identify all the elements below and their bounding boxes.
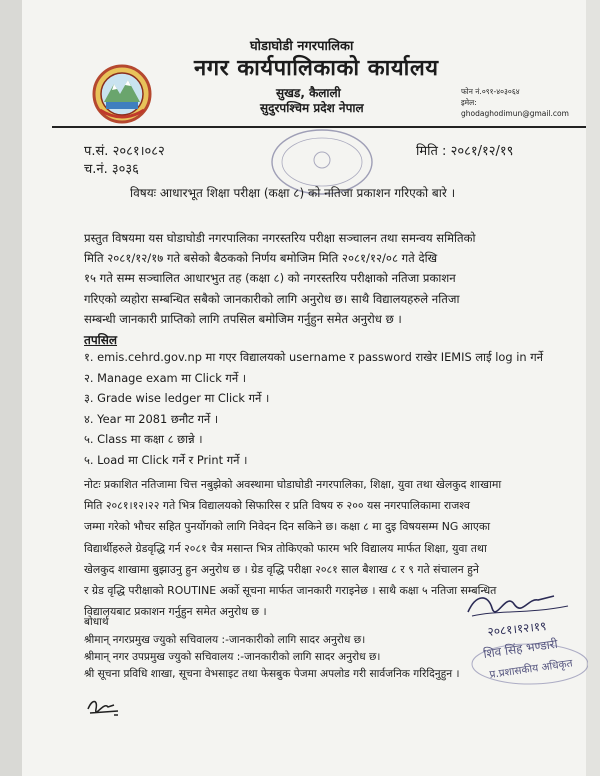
step-item: ३. Grade wise ledger मा Click गर्ने । xyxy=(84,391,270,405)
note-line: नोटः प्रकाशित नतिजामा चित्त नबुझेको अवस्थामा घोडाघोडी नगरपालिका, शिक्षा, युवा तथा खेलकुद शाखामा xyxy=(84,478,502,491)
details-heading: तपसिल xyxy=(84,333,118,347)
reference-number: प.सं. २०८१।०८२ xyxy=(84,144,165,159)
letterhead xyxy=(24,26,586,130)
cc-line: श्रीमान् नगरप्रमुख ज्युको सचिवालय :-जानकारीको लागि सादर अनुरोध छ। xyxy=(84,634,366,646)
note-line: जम्मा गरेको भौचर सहित पुनर्योगको लागि निवेदन दिन सकिने छ। कक्षा ८ मा दुइ विषयसम्म NG आएका xyxy=(84,520,491,534)
paragraph-line: १५ गते सम्म सञ्चालित आधारभुत तह (कक्षा ८) को नगरस्तरिय परीक्षाको नतिजा प्रकाशन xyxy=(84,271,456,286)
step-item: १. emis.cehrd.gov.np मा गएर विद्यालयको username र password राखेर IEMIS लाई log in गर्ने xyxy=(84,350,543,364)
paragraph-line: गरिएको व्यहोरा सम्बन्धित सबैको जानकारीको लागि अनुरोध छ। साथै विद्यालयहरुले नतिजा xyxy=(84,291,460,306)
paragraph-line: सम्बन्धी जानकारी प्राप्तिको लागि तपसिल बमोजिम गर्नुहुन समेत अनुरोध छ । xyxy=(84,311,402,326)
contact-info xyxy=(461,86,586,119)
dispatch-number: च.नं. ३०३६ xyxy=(84,162,139,177)
step-item: ५. Load मा Click गर्ने र Print गर्ने । xyxy=(84,452,248,467)
note-line: विद्यार्थीहरुले ग्रेडवृद्धि गर्न २०८१ चैत्र मसान्त भित्र तोकिएको फारम भरि विद्यालय मार्फत शिक्षा, युवा तथा xyxy=(84,541,487,555)
office-name: नगर कार्यपालिकाको कार्यालय xyxy=(194,56,439,81)
note-line: मिति २०८१।१२।२२ गते भित्र विद्यालयको सिफारिस र प्रति विषय रु २०० यस नगरपालिकामा राजश्व xyxy=(84,499,470,513)
scan-edge-left xyxy=(0,0,22,776)
cc-line: श्रीमान् नगर उपप्रमुख ज्युको सचिवालय :-जानकारीको लागि सादर अनुरोध छ। xyxy=(84,651,381,663)
step-item: ४. Year मा 2081 छनौट गर्ने । xyxy=(84,411,219,426)
note-line: र ग्रेड वृद्धि परीक्षाको ROUTINE अर्को सूचना मार्फत जानकारी गराइनेछ । साथै कक्षा ५ नतिजा सम्बन्धित xyxy=(84,584,497,598)
body-paragraph xyxy=(84,228,554,329)
paragraph-line: प्रस्तुत विषयमा यस घोडाघोडी नगरपालिका नगरस्तरिय परीक्षा सञ्चालन तथा समन्वय समितिको xyxy=(84,231,476,245)
step-item: ५. Class मा कक्षा ८ छान्ने । xyxy=(84,432,203,446)
letter-subject: विषयः आधारभूत शिक्षा परीक्षा (कक्षा ८) को नतिजा प्रकाशन गरिएको बारे । xyxy=(130,186,456,200)
office-location: सुखड, कैलाली xyxy=(276,86,341,100)
scan-edge-right xyxy=(586,0,600,776)
municipality-name: घोडाघोडी नगरपालिका xyxy=(250,39,354,54)
step-item: २. Manage exam मा Click गर्ने । xyxy=(84,370,247,385)
cc-line: श्री सूचना प्रविधि शाखा, सूचना वेभसाइट तथा फेसबुक पेजमा अपलोड गरी सार्वजनिक गरिदिनुहुन । xyxy=(84,668,460,680)
paragraph-line: मिति २०८१/१२/१७ गते बसेको बैठकको निर्णय बमोजिम मिति २०८१/१२/०८ गते देखि xyxy=(84,251,438,266)
email-address: इमेल: ghodaghodimun@gmail.com xyxy=(461,98,569,118)
note-line: विद्यालयबाट प्रकाशन गर्नुहुन समेत अनुरोध छ । xyxy=(84,605,267,619)
steps-list xyxy=(84,350,554,473)
letter-date: मिति : २०८१/१२/१९ xyxy=(416,144,514,159)
office-province: सुदुरपश्चिम प्रदेश नेपाल xyxy=(260,101,364,115)
note-line: खेलकुद शाखामा बुझाउनु हुन अनुरोध छ । ग्रेड वृद्धि परीक्षा २०८१ साल बैशाख ८ र ९ गते संचालन हुने xyxy=(84,562,479,576)
initials-mark-icon xyxy=(84,695,124,719)
signature-block xyxy=(458,584,588,689)
cc-heading: बोधार्थ xyxy=(84,616,109,628)
municipality-emblem-icon xyxy=(90,64,154,124)
phone-number: फोन नं.०९१-४०३०६४ xyxy=(461,87,520,96)
signatory-name: शिव सिंह भण्डारी xyxy=(482,636,559,661)
signature-date: २०८१।१२।१९ xyxy=(486,618,548,639)
signatory-title: प्र.प्रशासकीय अधिकृत xyxy=(488,657,574,681)
